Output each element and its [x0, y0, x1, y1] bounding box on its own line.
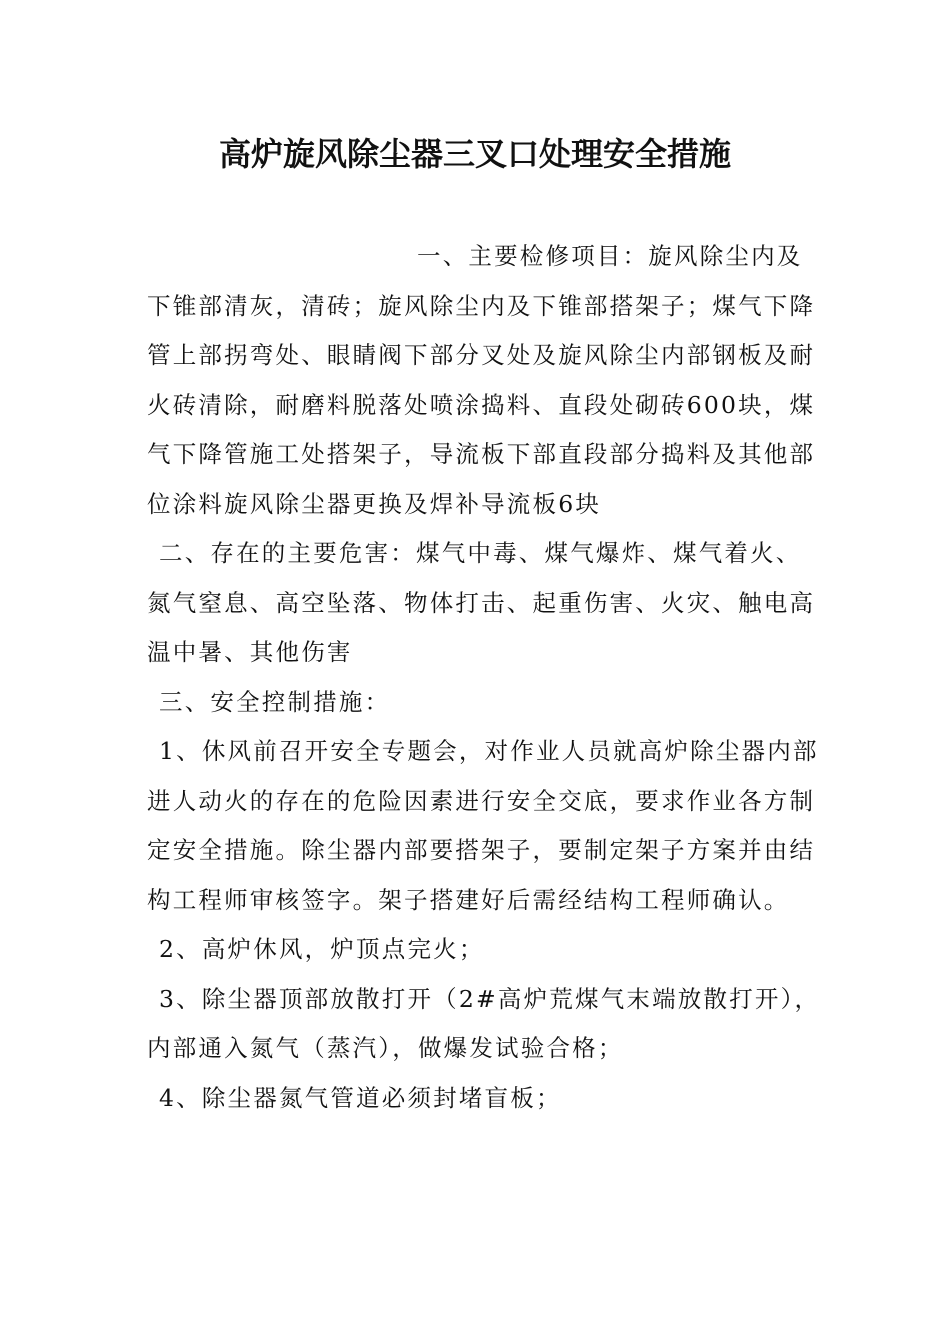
section-3-heading: 三、安全控制措施：	[159, 687, 391, 716]
measure-2-paragraph: 2、高炉休风，炉顶点完火；	[159, 935, 485, 963]
measure-4-paragraph: 4、除尘器氮气管道必须封堵盲板；	[159, 1083, 562, 1112]
document-body	[147, 232, 827, 1123]
measure-3-paragraph: 3、除尘器顶部放散打开（2#高炉荒煤气末端放散打开），内部通入氮气（蒸汽），做爆发试验合格；	[147, 984, 821, 1062]
section-1-paragraph: 一、主要检修项目：旋风除尘内及下锥部清灰，清砖；旋风除尘内及下锥部搭架子；煤气下降管上部拐弯处、眼睛阀下部分叉处及旋风除尘内部钢板及耐火砖清除，耐磨料脱落处喷涂捣料、直段处砌砖600块，煤气下降管施工处搭架子，导流板下部直段部分捣料及其他部位涂料旋风除尘器更换及焊补导流板6块	[147, 242, 816, 518]
document-title: 高炉旋风除尘器三叉口处理安全措施	[218, 135, 731, 173]
section-2-paragraph: 二、存在的主要危害：煤气中毒、煤气爆炸、煤气着火、氮气窒息、高空坠落、物体打击、起重伤害、火灾、触电高温中暑、其他伤害	[147, 539, 816, 666]
measure-1-paragraph: 1、休风前召开安全专题会，对作业人员就高炉除尘器内部进人动火的存在的危险因素进行安全交底，要求作业各方制定安全措施。除尘器内部要搭架子，要制定架子方案并由结构工程师审核签字。架子搭建好后需经结构工程师确认。	[147, 737, 819, 914]
